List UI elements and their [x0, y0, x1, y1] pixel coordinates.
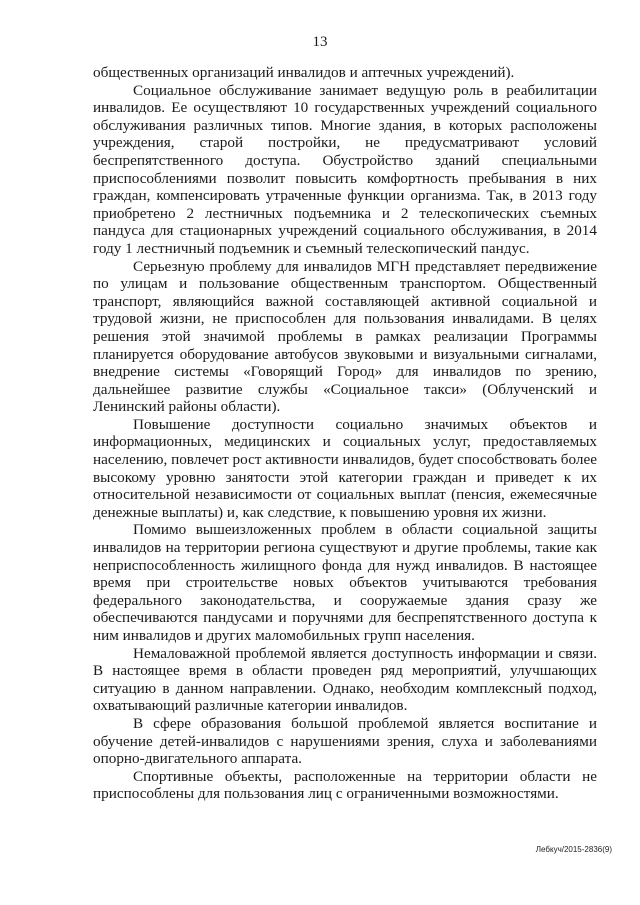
paragraph-housing: Помимо вышеизложенных проблем в области социальной защиты инвалидов на территории региона существуют и другие проблемы, такие как неприспособленность жилищного фонда для нужд инвалидов. В настоящее время при строительстве новых объектов учитываются требования федерального законодательства, и сооружаемые здания сразу же обеспечиваются пандусами и поручнями для беспрепятственного доступа к ним инвалидов и других маломобильных групп населения. [93, 521, 597, 644]
paragraph-information: Немаловажной проблемой является доступность информации и связи. В настоящее время в области проведен ряд мероприятий, улучшающих ситуацию в данном направлении. Однако, необходим комплексный подход, охватывающий различные категории инвалидов. [93, 644, 597, 715]
footer-document-code: Лебкуч/2015-2836(9) [535, 845, 612, 854]
paragraph-sports: Спортивные объекты, расположенные на территории области не приспособлены для пользования лиц с ограниченными возможностями. [93, 767, 597, 803]
paragraph-education: В сфере образования большой проблемой является воспитание и обучение детей-инвалидов с нарушениями зрения, слуха и заболеваниями опорно-двигательного аппарата. [93, 714, 597, 768]
paragraph-social-services: Социальное обслуживание занимает ведущую роль в реабилитации инвалидов. Ее осуществляют 10 государственных учреждений социального обслуживания различных типов. Многие здания, в которых расположены учреждения, старой постройки, не предусматривают условий беспрепятственного доступа. Обустройство зданий специальными приспособлениями позволит повысить комфортность пребывания в них граждан, компенсировать утраченные функции организма. Так, в 2013 году приобретено 2 лестничных подъемника и 2 телескопических съемных пандуса для стационарных учреждений социального обслуживания, в 2014 году 1 лестничный подъемник и съемный телескопический пандус. [93, 81, 597, 257]
paragraph-accessibility: Повышение доступности социально значимых объектов и информационных, медицинских и социальных услуг, предоставляемых населению, повлечет рост активности инвалидов, будет способствовать более высокому уровню занятости этой категории граждан и приведет к их относительной независимости от социальных выплат (пенсия, ежемесячные денежные выплаты) и, как следствие, к повышению уровня их жизни. [93, 415, 597, 521]
page-number: 13 [312, 34, 328, 50]
paragraph-continuation: общественных организаций инвалидов и аптечных учреждений). [93, 64, 515, 81]
document-body [93, 64, 597, 803]
paragraph-transport: Серьезную проблему для инвалидов МГН представляет передвижение по улицам и пользование общественным транспортом. Общественный транспорт, являющийся важной составляющей активной социальной и трудовой жизни, не приспособлен для пользования инвалидами. В целях решения этой значимой проблемы в рамках реализации Программы планируется оборудование автобусов звуковыми и визуальными сигналами, внедрение системы «Говорящий Город» для инвалидов по зрению, дальнейшее развитие службы «Социальное такси» (Облученский и Ленинский районы области). [93, 257, 597, 416]
